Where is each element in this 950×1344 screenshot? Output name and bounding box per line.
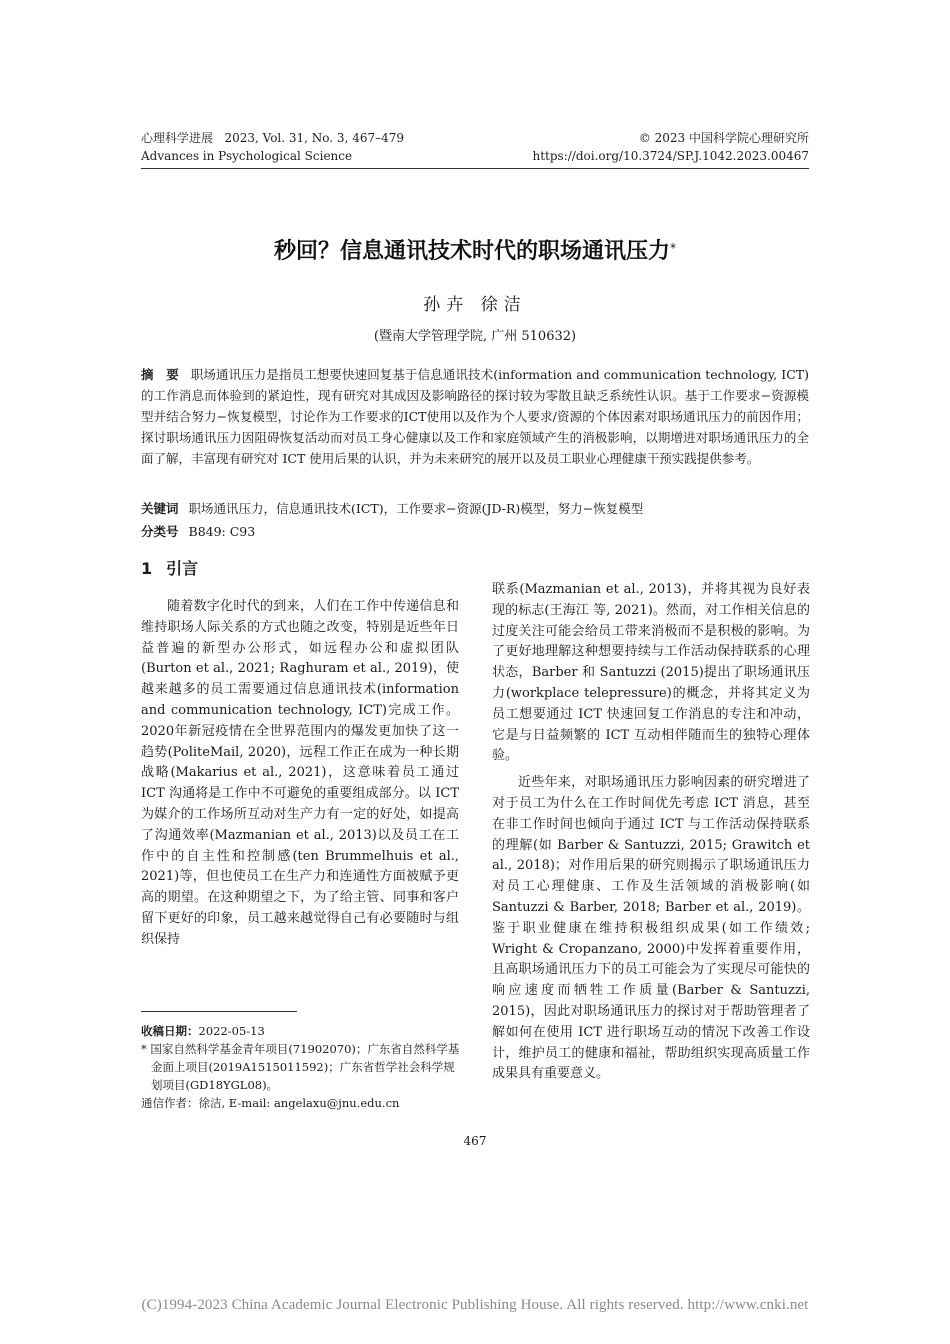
- classification-text: B849: C93: [188, 524, 256, 539]
- received-value: 2022-05-13: [198, 1024, 265, 1038]
- cnki-copyright-footer: (C)1994-2023 China Academic Journal Electronic Publishing House. All rights reserved. http://www.cnki.net: [141, 1297, 809, 1313]
- title-text: 秒回？信息通讯技术时代的职场通讯压力: [273, 239, 670, 264]
- page-number: 467: [463, 1134, 487, 1148]
- doi-link[interactable]: https://doi.org/10.3724/SP.J.1042.2023.00467: [532, 149, 809, 163]
- funding-note: * 国家自然科学基金青年项目(71902070)；广东省自然科学基金面上项目(2019A1515011592)；广东省哲学社会科学规划项目(GD18YGL08)。: [141, 1042, 460, 1092]
- section-heading: [141, 558, 198, 580]
- journal-name-en: Advances in Psychological Science: [141, 149, 353, 163]
- keywords-text: 职场通讯压力，信息通讯技术(ICT)，工作要求−资源(JD-R)模型，努力−恢复模型: [188, 501, 644, 516]
- article-title: [0, 236, 950, 268]
- copyright-notice: © 2023 中国科学院心理研究所: [638, 131, 809, 145]
- body-paragraph-continued: 联系(Mazmanian et al., 2013)，并将其视为良好表现的标志(王海江 等, 2021)。然而，对工作相关信息的过度关注可能会给员工带来消极而不是积极的影响。为了更好地理解这种想要持续与工作活动保持联系的心理状态，Barber 和 Santuzzi (2015)提出了职场通讯压力(workplace telepressure)的概念，并将其定义为员工想要通过 ICT 快速回复工作消息的专注和冲动，它是与日益频繁的 ICT 互动相伴随而生的独特心理体验。: [492, 582, 810, 764]
- abstract-text: 职场通讯压力是指员工想要快速回复基于信息通讯技术(information and communication technology, ICT)的工作消息而体验到的紧迫性，现有研究对其成因及影响路径的探讨较为零散且缺乏系统性认识。基于工作要求−资源模型并结合努力−恢复模型，讨论作为工作要求的ICT使用以及作为个人要求/资源的个体因素对职场通讯压力的前因作用；探讨职场通讯压力因阻碍恢复活动而对员工身心健康以及工作和家庭领域产生的消极影响，以期增进对职场通讯压力的全面了解，丰富现有研究对 ICT 使用后果的认识，并为未来研究的展开以及员工职业心理健康干预实践提供参考。: [141, 367, 809, 466]
- keywords: [141, 498, 809, 519]
- received-date: [141, 1022, 461, 1040]
- classification-label: 分类号: [141, 524, 179, 539]
- journal-name-cn: 心理科学进展: [141, 131, 214, 145]
- corresponding-value: 徐洁, E-mail: angelaxu@jnu.edu.cn: [198, 1096, 400, 1110]
- abstract-label: 摘 要: [141, 367, 179, 382]
- running-header-right: [532, 129, 809, 165]
- right-column: [492, 580, 810, 1085]
- corresponding-label: 通信作者：: [141, 1096, 199, 1110]
- citation: 2023, Vol. 31, No. 3, 467–479: [224, 131, 405, 145]
- footnotes: [141, 1022, 461, 1112]
- header-rule: [141, 168, 809, 169]
- section-title: 引言: [166, 559, 199, 578]
- classification: [141, 521, 809, 542]
- body-paragraph: 近些年来，对职场通讯压力影响因素的研究增进了对于员工为什么在工作时间优先考虑 ICT 消息，甚至在非工作时间也倾向于通过 ICT 与工作活动保持联系的理解(如 Barber & Santuzzi, 2015; Grawitch et al., 2018)；对作用后果的研究则揭示了职场通讯压力对员工心理健康、工作及生活领域的消极影响(如 Santuzzi & Barber, 2018; Barber et al., 2019)。鉴于职业健康在维持积极组织成果(如工作绩效; Wright & Cropanzano, 2000)中发挥着重要作用，且高职场通讯压力下的员工可能会为了实现尽可能快的响应速度而牺牲工作质量(Barber & Santuzzi, 2015)，因此对职场通讯压力的探讨对于帮助管理者了解如何在使用 ICT 进行职场互动的情况下改善工作设计，维护员工的健康和福祉，帮助组织实现高质量工作成果具有重要意义。: [492, 775, 810, 1082]
- abstract: [141, 364, 809, 469]
- authors: 孙卉 徐洁: [423, 295, 527, 315]
- title-footnote-mark: *: [670, 241, 676, 255]
- corresponding-author: [141, 1094, 461, 1112]
- received-label: 收稿日期：: [141, 1024, 199, 1038]
- keywords-label: 关键词: [141, 501, 179, 516]
- left-column: [141, 597, 459, 951]
- footnote-rule: [141, 1011, 297, 1012]
- section-number: 1: [141, 559, 153, 578]
- affiliation: (暨南大学管理学院, 广州 510632): [373, 329, 577, 344]
- running-header-left: [141, 129, 404, 165]
- body-paragraph: 随着数字化时代的到来，人们在工作中传递信息和维持职场人际关系的方式也随之改变，特别是近些年日益普遍的新型办公形式，如远程办公和虚拟团队(Burton et al., 2021; Raghuram et al., 2019)，使越来越多的员工需要通过信息通讯技术(information and communication technology, ICT)完成工作。2020年新冠疫情在全世界范围内的爆发更加快了这一趋势(PoliteMail, 2020)，远程工作正在成为一种长期战略(Makarius et al., 2021)，这意味着员工通过 ICT 沟通将是工作中不可避免的重要组成部分。以 ICT 为媒介的工作场所互动对生产力有一定的好处，如提高了沟通效率(Mazmanian et al., 2013)以及员工在工作中的自主性和控制感(ten Brummelhuis et al., 2021)等，但也使员工在生产力和连通性方面被赋予更高的期望。在这种期望之下，为了给主管、同事和客户留下更好的印象，员工越来越觉得自己有必要随时与组织保持: [141, 599, 459, 947]
